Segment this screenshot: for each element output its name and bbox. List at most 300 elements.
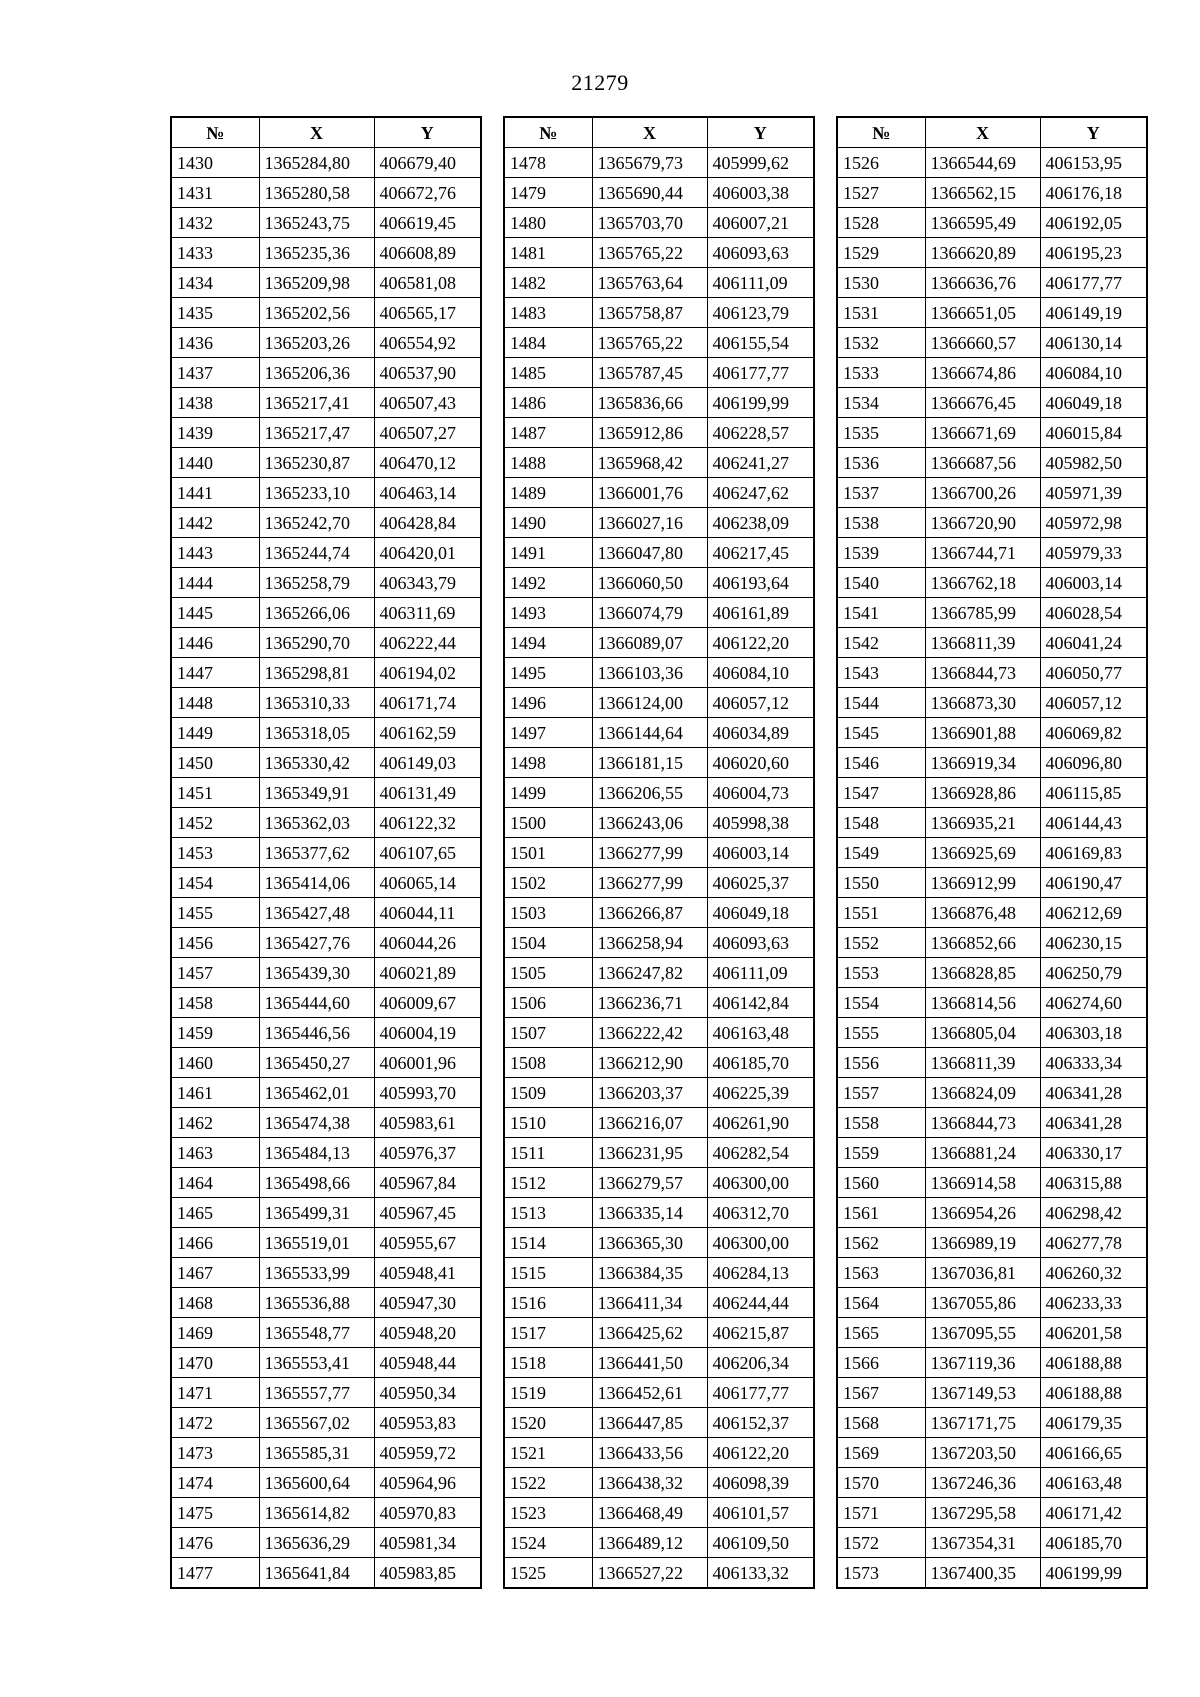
table-row <box>171 568 481 598</box>
cell-y: 406284,13 <box>707 1258 814 1288</box>
cell-x: 1366243,06 <box>592 808 707 838</box>
cell-y: 406069,82 <box>1040 718 1147 748</box>
cell-x: 1365284,80 <box>259 148 374 178</box>
cell-y: 406341,28 <box>1040 1108 1147 1138</box>
cell-x: 1365533,99 <box>259 1258 374 1288</box>
cell-y: 406096,80 <box>1040 748 1147 778</box>
table-row <box>171 1498 481 1528</box>
cell-y: 406608,89 <box>374 238 481 268</box>
column-header-number: № <box>504 117 592 148</box>
cell-number: 1524 <box>504 1528 592 1558</box>
cell-x: 1366876,48 <box>925 898 1040 928</box>
cell-x: 1365427,48 <box>259 898 374 928</box>
table-row <box>837 748 1147 778</box>
cell-number: 1523 <box>504 1498 592 1528</box>
table-header-row <box>171 117 481 148</box>
table-row <box>504 1408 814 1438</box>
cell-x: 1365318,05 <box>259 718 374 748</box>
cell-y: 406330,17 <box>1040 1138 1147 1168</box>
table-row <box>171 658 481 688</box>
table-row <box>504 778 814 808</box>
cell-x: 1365243,75 <box>259 208 374 238</box>
cell-x: 1366489,12 <box>592 1528 707 1558</box>
cell-x: 1365310,33 <box>259 688 374 718</box>
cell-y: 406177,77 <box>707 358 814 388</box>
cell-number: 1551 <box>837 898 925 928</box>
cell-x: 1366258,94 <box>592 928 707 958</box>
cell-y: 406098,39 <box>707 1468 814 1498</box>
table-row <box>837 1408 1147 1438</box>
cell-x: 1366447,85 <box>592 1408 707 1438</box>
cell-x: 1366365,30 <box>592 1228 707 1258</box>
cell-number: 1563 <box>837 1258 925 1288</box>
cell-x: 1365536,88 <box>259 1288 374 1318</box>
cell-x: 1365758,87 <box>592 298 707 328</box>
table-row <box>504 598 814 628</box>
cell-number: 1472 <box>171 1408 259 1438</box>
cell-y: 406109,50 <box>707 1528 814 1558</box>
cell-number: 1430 <box>171 148 259 178</box>
cell-number: 1545 <box>837 718 925 748</box>
cell-x: 1366636,76 <box>925 268 1040 298</box>
cell-number: 1462 <box>171 1108 259 1138</box>
cell-y: 406003,14 <box>707 838 814 868</box>
table-row <box>171 388 481 418</box>
cell-x: 1366562,15 <box>925 178 1040 208</box>
cell-y: 406222,44 <box>374 628 481 658</box>
cell-x: 1365765,22 <box>592 238 707 268</box>
cell-number: 1496 <box>504 688 592 718</box>
cell-number: 1440 <box>171 448 259 478</box>
cell-number: 1517 <box>504 1318 592 1348</box>
cell-number: 1557 <box>837 1078 925 1108</box>
cell-number: 1540 <box>837 568 925 598</box>
cell-x: 1366212,90 <box>592 1048 707 1078</box>
cell-y: 405981,34 <box>374 1528 481 1558</box>
cell-number: 1510 <box>504 1108 592 1138</box>
cell-number: 1565 <box>837 1318 925 1348</box>
cell-y: 406199,99 <box>707 388 814 418</box>
cell-y: 406537,90 <box>374 358 481 388</box>
table-row <box>171 1198 481 1228</box>
cell-y: 406341,28 <box>1040 1078 1147 1108</box>
cell-y: 406507,43 <box>374 388 481 418</box>
table-row <box>504 898 814 928</box>
cell-number: 1499 <box>504 778 592 808</box>
table-row <box>837 178 1147 208</box>
table-row <box>504 358 814 388</box>
cell-x: 1366027,16 <box>592 508 707 538</box>
table-row <box>504 238 814 268</box>
cell-number: 1518 <box>504 1348 592 1378</box>
cell-y: 406428,84 <box>374 508 481 538</box>
table-row <box>171 1168 481 1198</box>
cell-number: 1558 <box>837 1108 925 1138</box>
cell-y: 405948,44 <box>374 1348 481 1378</box>
cell-x: 1365585,31 <box>259 1438 374 1468</box>
table-row <box>837 508 1147 538</box>
cell-number: 1497 <box>504 718 592 748</box>
table-row <box>504 1348 814 1378</box>
cell-number: 1492 <box>504 568 592 598</box>
cell-number: 1511 <box>504 1138 592 1168</box>
cell-y: 406333,34 <box>1040 1048 1147 1078</box>
cell-x: 1366935,21 <box>925 808 1040 838</box>
cell-number: 1520 <box>504 1408 592 1438</box>
table-row <box>504 928 814 958</box>
table-row <box>837 1558 1147 1589</box>
cell-number: 1535 <box>837 418 925 448</box>
cell-x: 1366720,90 <box>925 508 1040 538</box>
cell-number: 1570 <box>837 1468 925 1498</box>
cell-y: 405999,62 <box>707 148 814 178</box>
cell-y: 405948,41 <box>374 1258 481 1288</box>
table-row <box>171 1318 481 1348</box>
cell-y: 405967,84 <box>374 1168 481 1198</box>
cell-number: 1512 <box>504 1168 592 1198</box>
cell-y: 406161,89 <box>707 598 814 628</box>
table-row <box>171 1558 481 1589</box>
cell-number: 1567 <box>837 1378 925 1408</box>
table-row <box>504 1498 814 1528</box>
cell-x: 1365484,13 <box>259 1138 374 1168</box>
cell-number: 1507 <box>504 1018 592 1048</box>
cell-x: 1365298,81 <box>259 658 374 688</box>
cell-x: 1366001,76 <box>592 478 707 508</box>
cell-number: 1454 <box>171 868 259 898</box>
cell-x: 1365690,44 <box>592 178 707 208</box>
cell-x: 1366279,57 <box>592 1168 707 1198</box>
cell-y: 405948,20 <box>374 1318 481 1348</box>
cell-x: 1366844,73 <box>925 658 1040 688</box>
cell-number: 1444 <box>171 568 259 598</box>
cell-y: 406233,33 <box>1040 1288 1147 1318</box>
cell-x: 1365203,26 <box>259 328 374 358</box>
cell-number: 1514 <box>504 1228 592 1258</box>
table-row <box>837 868 1147 898</box>
cell-y: 406133,32 <box>707 1558 814 1589</box>
table-row <box>171 838 481 868</box>
table-row <box>171 1018 481 1048</box>
cell-x: 1365217,41 <box>259 388 374 418</box>
table-row <box>837 838 1147 868</box>
cell-x: 1366103,36 <box>592 658 707 688</box>
cell-x: 1366824,09 <box>925 1078 1040 1108</box>
table-row <box>504 1468 814 1498</box>
table-row <box>837 328 1147 358</box>
cell-x: 1367119,36 <box>925 1348 1040 1378</box>
cell-x: 1366651,05 <box>925 298 1040 328</box>
cell-y: 406050,77 <box>1040 658 1147 688</box>
cell-x: 1365679,73 <box>592 148 707 178</box>
table-row <box>504 1168 814 1198</box>
cell-number: 1491 <box>504 538 592 568</box>
table-row <box>171 208 481 238</box>
table-row <box>837 778 1147 808</box>
cell-y: 406111,09 <box>707 268 814 298</box>
cell-x: 1366989,19 <box>925 1228 1040 1258</box>
cell-number: 1447 <box>171 658 259 688</box>
cell-number: 1487 <box>504 418 592 448</box>
table-row <box>504 628 814 658</box>
table-row <box>837 358 1147 388</box>
cell-number: 1526 <box>837 148 925 178</box>
cell-number: 1564 <box>837 1288 925 1318</box>
cell-y: 406131,49 <box>374 778 481 808</box>
cell-number: 1471 <box>171 1378 259 1408</box>
cell-number: 1476 <box>171 1528 259 1558</box>
cell-y: 406049,18 <box>707 898 814 928</box>
cell-x: 1365787,45 <box>592 358 707 388</box>
cell-y: 406149,19 <box>1040 298 1147 328</box>
cell-y: 406311,69 <box>374 598 481 628</box>
cell-number: 1478 <box>504 148 592 178</box>
table-row <box>504 1198 814 1228</box>
cell-x: 1366785,99 <box>925 598 1040 628</box>
cell-number: 1463 <box>171 1138 259 1168</box>
cell-x: 1365235,36 <box>259 238 374 268</box>
cell-x: 1366852,66 <box>925 928 1040 958</box>
coordinate-table-1 <box>170 116 482 1589</box>
table-row <box>504 1018 814 1048</box>
table-row <box>171 508 481 538</box>
table-row <box>837 688 1147 718</box>
table-row <box>837 1138 1147 1168</box>
cell-x: 1365763,64 <box>592 268 707 298</box>
cell-y: 406001,96 <box>374 1048 481 1078</box>
cell-y: 406192,05 <box>1040 208 1147 238</box>
cell-x: 1366844,73 <box>925 1108 1040 1138</box>
cell-number: 1486 <box>504 388 592 418</box>
cell-y: 406155,54 <box>707 328 814 358</box>
table-row <box>837 1348 1147 1378</box>
cell-y: 406470,12 <box>374 448 481 478</box>
cell-number: 1573 <box>837 1558 925 1589</box>
cell-x: 1365427,76 <box>259 928 374 958</box>
cell-x: 1367149,53 <box>925 1378 1040 1408</box>
cell-number: 1571 <box>837 1498 925 1528</box>
table-row <box>171 178 481 208</box>
cell-y: 406007,21 <box>707 208 814 238</box>
table-row <box>504 538 814 568</box>
cell-x: 1366411,34 <box>592 1288 707 1318</box>
cell-x: 1366687,56 <box>925 448 1040 478</box>
cell-x: 1365636,29 <box>259 1528 374 1558</box>
table-row <box>504 958 814 988</box>
table-row <box>171 448 481 478</box>
cell-y: 406463,14 <box>374 478 481 508</box>
cell-y: 405993,70 <box>374 1078 481 1108</box>
cell-y: 405983,61 <box>374 1108 481 1138</box>
cell-y: 406044,26 <box>374 928 481 958</box>
table-row <box>837 1018 1147 1048</box>
cell-number: 1483 <box>504 298 592 328</box>
cell-x: 1365548,77 <box>259 1318 374 1348</box>
table-row <box>171 1138 481 1168</box>
table-row <box>837 538 1147 568</box>
cell-y: 405953,83 <box>374 1408 481 1438</box>
cell-number: 1502 <box>504 868 592 898</box>
table-row <box>171 1048 481 1078</box>
cell-x: 1367203,50 <box>925 1438 1040 1468</box>
cell-x: 1366814,56 <box>925 988 1040 1018</box>
cell-y: 406212,69 <box>1040 898 1147 928</box>
table-row <box>837 1468 1147 1498</box>
cell-number: 1531 <box>837 298 925 328</box>
cell-number: 1539 <box>837 538 925 568</box>
cell-number: 1470 <box>171 1348 259 1378</box>
cell-number: 1484 <box>504 328 592 358</box>
cell-x: 1367354,31 <box>925 1528 1040 1558</box>
cell-number: 1469 <box>171 1318 259 1348</box>
cell-x: 1366222,42 <box>592 1018 707 1048</box>
table-row <box>171 898 481 928</box>
cell-x: 1365641,84 <box>259 1558 374 1589</box>
cell-number: 1534 <box>837 388 925 418</box>
cell-number: 1500 <box>504 808 592 838</box>
cell-x: 1366231,95 <box>592 1138 707 1168</box>
cell-y: 405950,34 <box>374 1378 481 1408</box>
column-header-x: X <box>925 117 1040 148</box>
table-row <box>171 1348 481 1378</box>
cell-y: 406193,64 <box>707 568 814 598</box>
cell-number: 1452 <box>171 808 259 838</box>
cell-y: 405947,30 <box>374 1288 481 1318</box>
cell-number: 1554 <box>837 988 925 1018</box>
table-row <box>504 448 814 478</box>
cell-y: 406300,00 <box>707 1168 814 1198</box>
table-row <box>837 1198 1147 1228</box>
cell-y: 406163,48 <box>1040 1468 1147 1498</box>
cell-y: 406034,89 <box>707 718 814 748</box>
table-row <box>171 1438 481 1468</box>
cell-x: 1365230,87 <box>259 448 374 478</box>
cell-x: 1366335,14 <box>592 1198 707 1228</box>
cell-x: 1365414,06 <box>259 868 374 898</box>
cell-number: 1442 <box>171 508 259 538</box>
table-row <box>171 238 481 268</box>
table-row <box>504 1558 814 1589</box>
cell-x: 1365242,70 <box>259 508 374 538</box>
cell-x: 1365349,91 <box>259 778 374 808</box>
cell-number: 1513 <box>504 1198 592 1228</box>
cell-number: 1467 <box>171 1258 259 1288</box>
cell-x: 1367036,81 <box>925 1258 1040 1288</box>
cell-x: 1367171,75 <box>925 1408 1040 1438</box>
cell-x: 1365765,22 <box>592 328 707 358</box>
cell-y: 406021,89 <box>374 958 481 988</box>
table-row <box>171 1258 481 1288</box>
cell-number: 1473 <box>171 1438 259 1468</box>
cell-x: 1366216,07 <box>592 1108 707 1138</box>
cell-x: 1366811,39 <box>925 1048 1040 1078</box>
cell-number: 1519 <box>504 1378 592 1408</box>
cell-number: 1546 <box>837 748 925 778</box>
table-row <box>504 718 814 748</box>
cell-x: 1366762,18 <box>925 568 1040 598</box>
cell-x: 1367246,36 <box>925 1468 1040 1498</box>
table-row <box>504 1528 814 1558</box>
table-row <box>504 1288 814 1318</box>
table-row <box>837 268 1147 298</box>
cell-x: 1367095,55 <box>925 1318 1040 1348</box>
cell-x: 1365244,74 <box>259 538 374 568</box>
cell-x: 1365968,42 <box>592 448 707 478</box>
cell-number: 1490 <box>504 508 592 538</box>
cell-x: 1365209,98 <box>259 268 374 298</box>
table-row <box>837 1318 1147 1348</box>
cell-y: 406244,44 <box>707 1288 814 1318</box>
table-row <box>504 388 814 418</box>
cell-y: 406282,54 <box>707 1138 814 1168</box>
cell-y: 406312,70 <box>707 1198 814 1228</box>
table-row <box>504 1258 814 1288</box>
cell-number: 1508 <box>504 1048 592 1078</box>
cell-x: 1367055,86 <box>925 1288 1040 1318</box>
cell-y: 406028,54 <box>1040 598 1147 628</box>
cell-number: 1436 <box>171 328 259 358</box>
cell-y: 406093,63 <box>707 928 814 958</box>
cell-y: 405970,83 <box>374 1498 481 1528</box>
table-row <box>171 928 481 958</box>
cell-y: 406206,34 <box>707 1348 814 1378</box>
table-row <box>171 1468 481 1498</box>
cell-y: 405971,39 <box>1040 478 1147 508</box>
table-row <box>504 1378 814 1408</box>
table-row <box>171 298 481 328</box>
cell-y: 406238,09 <box>707 508 814 538</box>
cell-number: 1568 <box>837 1408 925 1438</box>
cell-number: 1525 <box>504 1558 592 1589</box>
cell-x: 1365553,41 <box>259 1348 374 1378</box>
cell-y: 406004,19 <box>374 1018 481 1048</box>
column-header-y: Y <box>707 117 814 148</box>
cell-y: 406025,37 <box>707 868 814 898</box>
cell-y: 406315,88 <box>1040 1168 1147 1198</box>
cell-x: 1366203,37 <box>592 1078 707 1108</box>
cell-x: 1366438,32 <box>592 1468 707 1498</box>
cell-y: 405964,96 <box>374 1468 481 1498</box>
cell-y: 406093,63 <box>707 238 814 268</box>
cell-number: 1562 <box>837 1228 925 1258</box>
cell-number: 1552 <box>837 928 925 958</box>
cell-x: 1365567,02 <box>259 1408 374 1438</box>
cell-x: 1365474,38 <box>259 1108 374 1138</box>
cell-x: 1366060,50 <box>592 568 707 598</box>
cell-x: 1365377,62 <box>259 838 374 868</box>
cell-y: 406115,85 <box>1040 778 1147 808</box>
cell-x: 1366468,49 <box>592 1498 707 1528</box>
cell-y: 406142,84 <box>707 988 814 1018</box>
table-row <box>171 1408 481 1438</box>
cell-x: 1366206,55 <box>592 778 707 808</box>
table-row <box>837 598 1147 628</box>
cell-y: 406057,12 <box>1040 688 1147 718</box>
cell-x: 1366266,87 <box>592 898 707 928</box>
cell-x: 1365462,01 <box>259 1078 374 1108</box>
cell-x: 1366881,24 <box>925 1138 1040 1168</box>
cell-y: 406179,35 <box>1040 1408 1147 1438</box>
cell-number: 1569 <box>837 1438 925 1468</box>
cell-x: 1366441,50 <box>592 1348 707 1378</box>
cell-number: 1481 <box>504 238 592 268</box>
cell-x: 1366124,00 <box>592 688 707 718</box>
cell-number: 1529 <box>837 238 925 268</box>
cell-y: 405979,33 <box>1040 538 1147 568</box>
table-row <box>837 1498 1147 1528</box>
cell-number: 1509 <box>504 1078 592 1108</box>
cell-number: 1527 <box>837 178 925 208</box>
